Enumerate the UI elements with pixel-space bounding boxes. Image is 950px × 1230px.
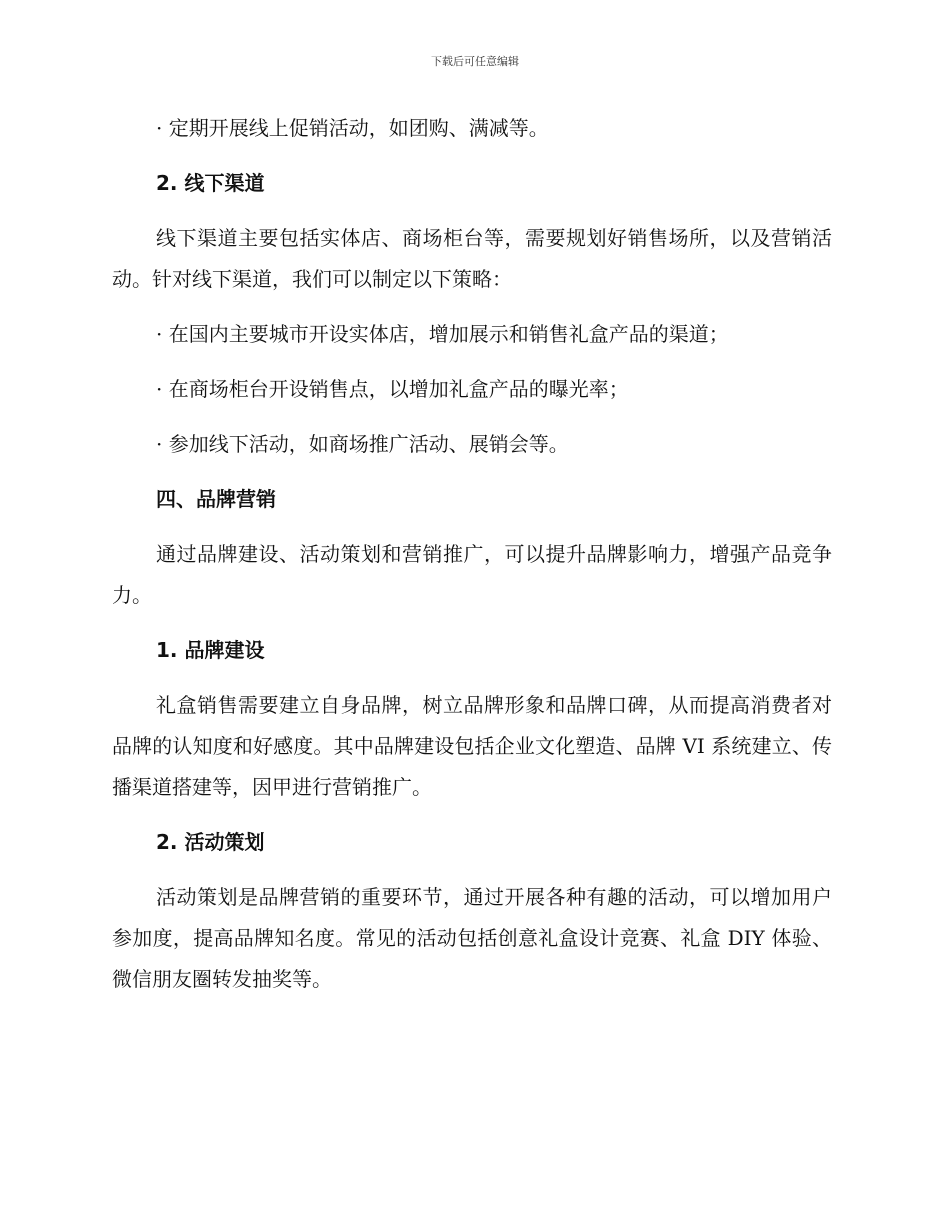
bullet-physical-store: · 在国内主要城市开设实体店，增加展示和销售礼盒产品的渠道； [156,322,729,346]
bullet-online-promo: · 定期开展线上促销活动，如团购、满减等。 [156,116,549,140]
page-header: 下载后可任意编辑 [431,55,519,68]
activity-planning-heading: 2. 活动策划 [156,830,265,854]
brand-marketing-heading: 四、品牌营销 [156,487,276,511]
brand-marketing-intro: 通过品牌建设、活动策划和营销推广，可以提升品牌影响力，增强产品竞争力。 [112,542,832,607]
brand-building-text: 礼盒销售需要建立自身品牌，树立品牌形象和品牌口碑，从而提高消费者对品牌的认知度和好感度。其中品牌建设包括企业文化塑造、品牌 VI 系统建立、传播渠道搭建等，因甲进行营销推广。 [112,693,832,799]
activity-planning-text: 活动策划是品牌营销的重要环节，通过开展各种有趣的活动，可以增加用户参加度，提高品牌知名度。常见的活动包括创意礼盒设计竞赛、礼盒 DIY 体验、微信朋友圈转发抽奖等。 [112,885,832,991]
bullet-mall-counter: · 在商场柜台开设销售点，以增加礼盒产品的曝光率； [156,377,629,401]
bullet-offline-events: · 参加线下活动，如商场推广活动、展销会等。 [156,432,569,456]
brand-building-heading: 1. 品牌建设 [156,638,265,662]
document-body [112,108,832,1000]
offline-channel-intro: 线下渠道主要包括实体店、商场柜台等，需要规划好销售场所，以及营销活动。针对线下渠道，我们可以制定以下策略： [112,226,832,291]
offline-channel-heading: 2. 线下渠道 [156,171,265,195]
